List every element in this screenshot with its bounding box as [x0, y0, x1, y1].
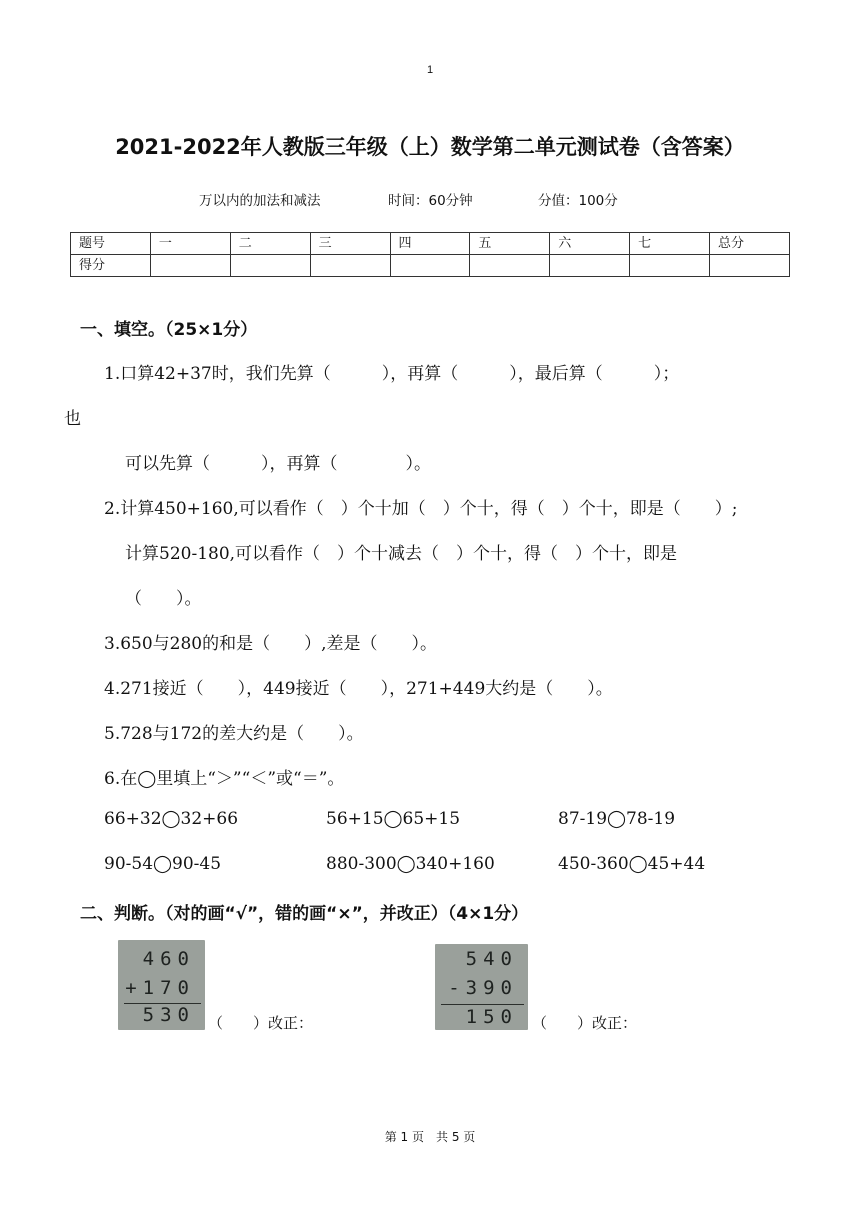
score-table	[70, 232, 790, 277]
compare-item: 90-54◯90-45	[104, 854, 222, 874]
score-input-cell[interactable]	[630, 255, 710, 277]
score-cell: 五	[470, 233, 550, 255]
question-5: 5.728与172的差大约是（ ）。	[104, 724, 364, 744]
question-2-line-1: 2.计算450+160,可以看作（ ）个十加（ ）个十，得（ ）个十，即是（ ）;	[104, 499, 738, 519]
photo-difference-line	[441, 1004, 524, 1005]
page-top-number: 1	[426, 64, 434, 76]
section1-heading: 一、填空。（25×1分）	[80, 320, 258, 340]
score-input-cell[interactable]	[550, 255, 630, 277]
score-input-cell[interactable]	[470, 255, 550, 277]
photo-second-number: -390	[448, 977, 518, 999]
photo-top-number: 540	[465, 948, 518, 970]
section2-heading: 二、判断。（对的画“√”，错的画“×”，并改正）（4×1分）	[80, 904, 529, 924]
score-input-cell[interactable]	[310, 255, 390, 277]
judge-item-2-tail: （ ）改正：	[532, 1014, 638, 1032]
compare-item: 880-300◯340+160	[326, 854, 495, 874]
score-cell: 三	[310, 233, 390, 255]
score-input-cell[interactable]	[230, 255, 310, 277]
score-cell: 二	[230, 233, 310, 255]
question-2-line-2: 计算520-180,可以看作（ ）个十减去（ ）个十，得（ ）个十，即是	[125, 544, 678, 564]
compare-item: 56+15◯65+15	[326, 809, 461, 829]
score-table-score-row	[71, 255, 790, 277]
judge-item-1-tail: （ ）改正：	[208, 1014, 314, 1032]
score-cell: 四	[390, 233, 470, 255]
question-1-line-1: 1.口算42+37时，我们先算（ ），再算（ ），最后算（ ）；	[104, 364, 680, 384]
score-cell: 六	[550, 233, 630, 255]
score-cell: 得分	[71, 255, 151, 277]
compare-item: 66+32◯32+66	[104, 809, 239, 829]
question-1-line-2: 可以先算（ ），再算（ ）。	[125, 454, 431, 474]
compare-item: 450-360◯45+44	[558, 854, 706, 874]
score-cell: 题号	[71, 233, 151, 255]
photo-result-number: 530	[142, 1004, 195, 1026]
photo-second-number: +170	[125, 977, 195, 999]
score-table-header-row	[71, 233, 790, 255]
vertical-addition-photo	[118, 940, 205, 1030]
question-1-line-1-wrap: 也	[64, 409, 81, 429]
question-4: 4.271接近（ ），449接近（ ），271+449大约是（ ）。	[104, 679, 613, 699]
score-input-cell[interactable]	[150, 255, 230, 277]
score-cell: 七	[630, 233, 710, 255]
photo-result-number: 150	[465, 1006, 518, 1028]
score-input-cell[interactable]	[710, 255, 790, 277]
vertical-subtraction-photo	[435, 944, 528, 1030]
page-title: 2021-2022年人教版三年级（上）数学第二单元测试卷（含答案）	[115, 135, 745, 159]
compare-item: 87-19◯78-19	[558, 809, 676, 829]
subtitle-score: 分值：100分	[538, 193, 618, 209]
subtitle-topic: 万以内的加法和减法	[199, 193, 321, 209]
question-2-line-3: （ ）。	[125, 589, 202, 609]
page-footer: 第 1 页 共 5 页	[384, 1130, 476, 1144]
subtitle-time: 时间：60分钟	[388, 193, 473, 209]
score-input-cell[interactable]	[390, 255, 470, 277]
photo-top-number: 460	[142, 948, 195, 970]
question-3: 3.650与280的和是（ ）,差是（ ）。	[104, 634, 438, 654]
score-cell: 总分	[710, 233, 790, 255]
question-6: 6.在◯里填上“＞”“＜”或“＝”。	[104, 769, 345, 789]
score-cell: 一	[150, 233, 230, 255]
